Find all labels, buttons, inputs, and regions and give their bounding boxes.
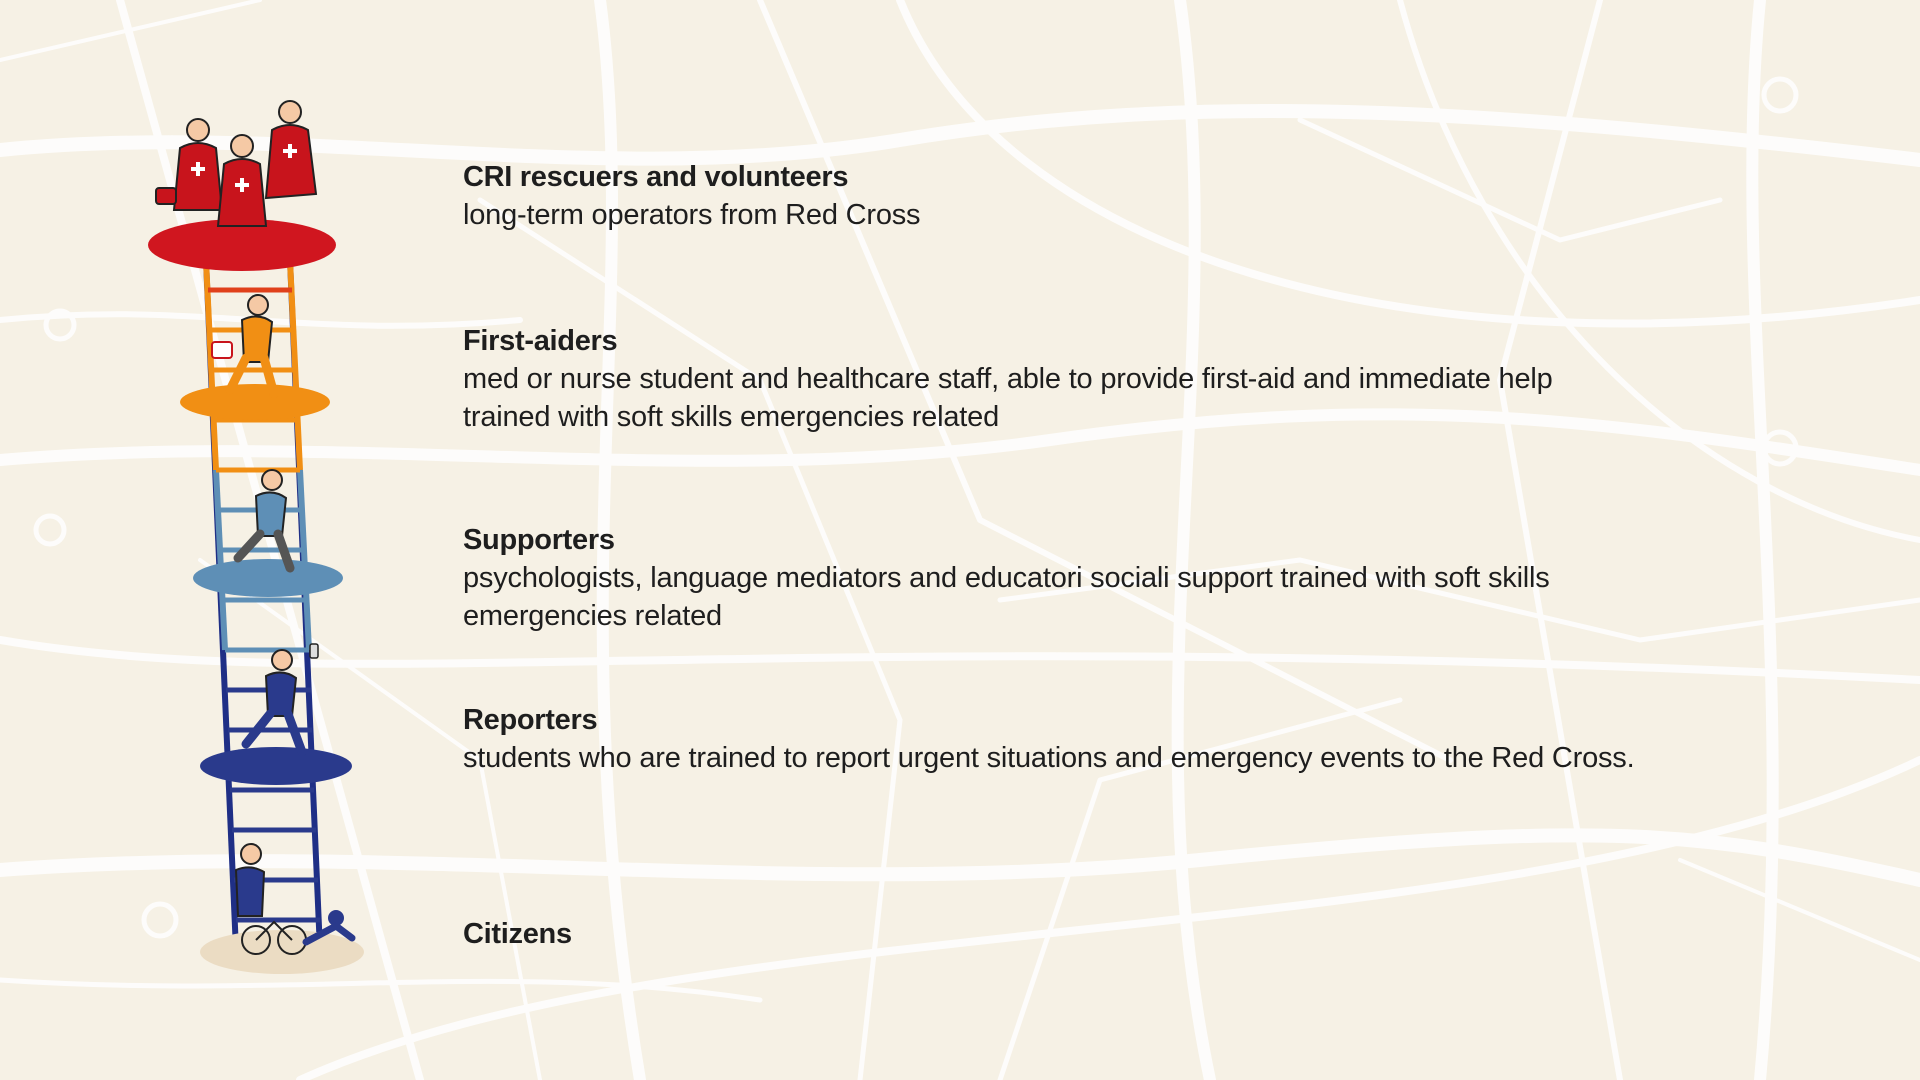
tier-title: First-aiders [463,325,618,357]
rescuers-group-icon [156,101,316,226]
tier-citizens [463,915,1763,953]
supporters-platform [193,559,343,597]
tier-rescuers [463,158,1763,234]
tier-description: med or nurse student and healthcare staff, able to provide first-aid and immediate help trained with soft skills emergencies related [463,363,1553,433]
supporter-climbing-icon [238,470,290,568]
tier-description: students who are trained to report urgent situations and emergency events to the Red Cross. [463,742,1635,774]
tier-first-aiders [463,322,1643,436]
first-aiders-platform [180,384,330,420]
tier-description: psychologists, language mediators and educatori sociali support trained with soft skills emergencies related [463,562,1550,632]
tier-reporters [463,701,1643,777]
ladder-illustration [130,90,390,990]
tier-title: CRI rescuers and volunteers [463,161,849,193]
tier-title: Citizens [463,918,572,950]
tier-title: Supporters [463,524,615,556]
citizens-platform [200,930,364,974]
first-aider-running-icon [212,295,274,394]
reporters-platform [200,747,352,785]
tier-supporters [463,521,1643,635]
tier-title: Reporters [463,704,598,736]
tier-description: long-term operators from Red Cross [463,199,921,231]
